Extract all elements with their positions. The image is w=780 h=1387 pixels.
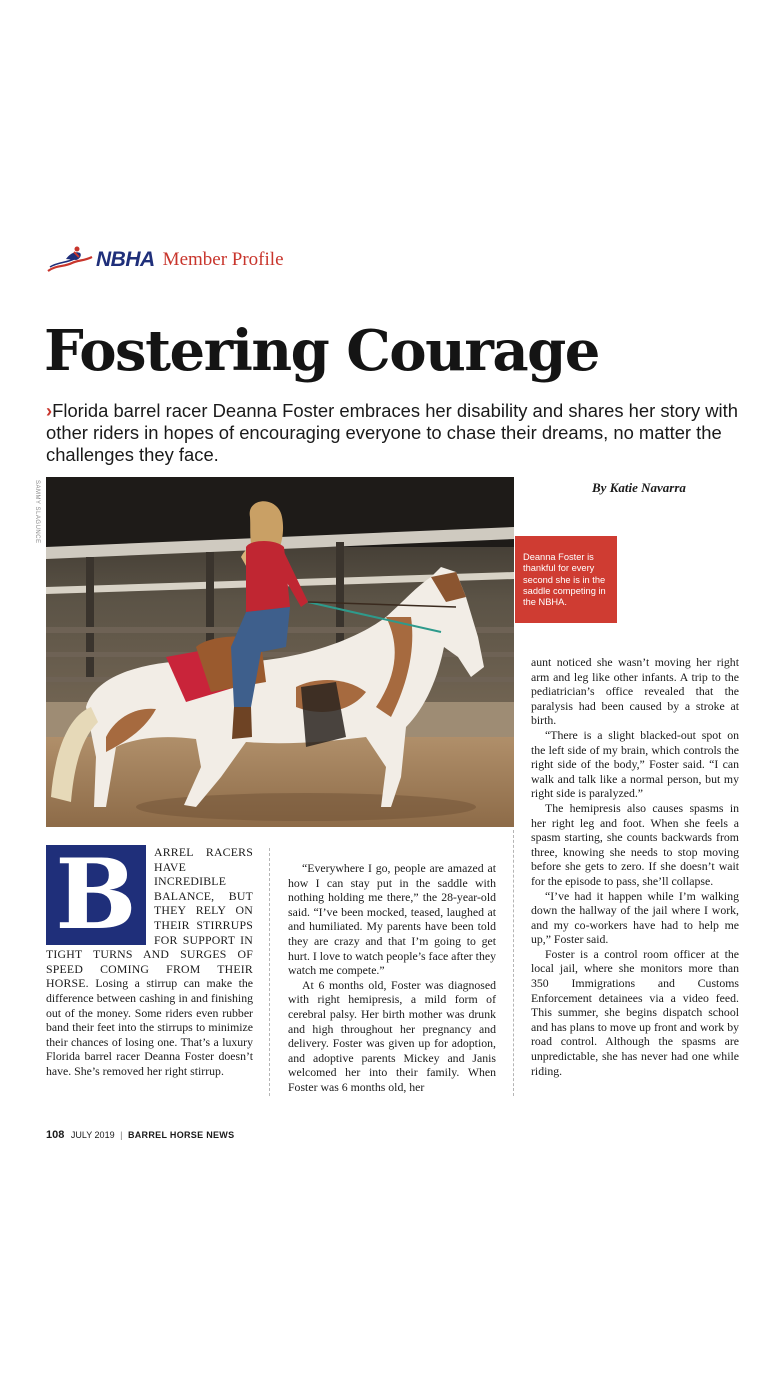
paragraph: “There is a slight blacked-out spot on the left side of my brain, which controls the right side of the body,” Foster said. “I can walk and talk like a normal person, but my right side is paralyzed.” [531, 727, 739, 801]
article-deck [46, 400, 746, 466]
lead-rest: Losing a stirrup can make the difference between cashing in and finishing out of the money. Some riders even rubber band their feet into the stirrups to minimize their chances of losing one. That’s a luxury Florida barrel racer Deanna Foster doesn’t have. She’s removed her right stirrup. [46, 976, 253, 1078]
column-divider [513, 830, 514, 1096]
column-divider [269, 848, 270, 1096]
issue-date: JULY 2019 [70, 1130, 115, 1140]
lead-caps: ARREL RACERS HAVE INCREDIBLE BALANCE, BUT THEY RELY ON THEIR STIRRUPS FOR SUPPORT IN TIGHT TURNS AND SURGES OF SPEED COMING FROM THEIR HORSE. [46, 845, 253, 991]
paragraph: The hemipresis also causes spasms in her right leg and foot. When she feels a spasm starting, she counts backwards from three, knowing she needs to stop moving before she gets to zero. If she doesn’t wait for the episode to pass, she’ll collapse. [531, 800, 739, 888]
paragraph: “I’ve had it happen while I’m walking down the hallway of the jail where I work, and my co-workers have had to help me up,” Foster said. [531, 888, 739, 947]
section-name: Member Profile [162, 249, 284, 270]
section-label [46, 240, 284, 280]
paragraph: aunt noticed she wasn’t moving her right arm and leg like other infants. A trip to the pediatrician’s office revealed that the paralysis had been caused by a stroke at birth. [531, 655, 739, 728]
paragraph: Foster is a control room officer at the local jail, where she monitors more than 350 Immigrations and Customs Enforcement detainees via a video feed. This summer, she begins dispatch school and has plans to move up front and work by road control. Although the spasms are unpredictable, she has never had one while riding. [531, 946, 739, 1078]
byline: By Katie Navarra [592, 480, 686, 495]
drop-cap: B [46, 845, 146, 945]
nbha-wordmark: NBHA [96, 248, 155, 271]
photo-caption: Deanna Foster is thankful for every second she is in the saddle competing in the NBHA. [515, 536, 617, 623]
magazine-name: BARREL HORSE NEWS [127, 1130, 235, 1140]
barrel-racer-horse-photo [46, 477, 514, 827]
paragraph: “Everywhere I go, people are amazed at how I can stay put in the saddle with nothing holding me there,” the 28-year-old said. “I’ve been mocked, teased, laughed at and humiliated. My parents have been told they are crazy and that I’m going to get hurt. I love to watch people’s face after they watch me compete.” [288, 861, 496, 978]
deck-text: Florida barrel racer Deanna Foster embraces her disability and shares her story with other riders in hopes of encouraging everyone to chase their dreams, no matter the challenges they face. [46, 400, 738, 465]
footer-separator: | [120, 1130, 123, 1140]
column-3 [531, 655, 739, 1078]
page-number: 108 [46, 1129, 65, 1141]
paragraph: At 6 months old, Foster was diagnosed with right hemipresis, a mild form of cerebral palsy. Her birth mother was drunk and high throughout her pregnancy and delivery. Foster was given up for adoption, and adoptive parents Mickey and Janis welcomed her into their family. When Foster was 6 months old, her [288, 977, 496, 1094]
photo-credit: SAMMY SLAGUNCE [34, 480, 40, 544]
column-2 [288, 861, 496, 1095]
article-photo [46, 477, 514, 827]
barrel-racer-icon [46, 245, 94, 275]
nbha-logo [46, 245, 155, 275]
column-1 [46, 838, 253, 1079]
chevron-right-icon: › [46, 400, 53, 421]
page-footer [46, 1129, 234, 1141]
article-title: Fostering Courage [44, 318, 599, 384]
